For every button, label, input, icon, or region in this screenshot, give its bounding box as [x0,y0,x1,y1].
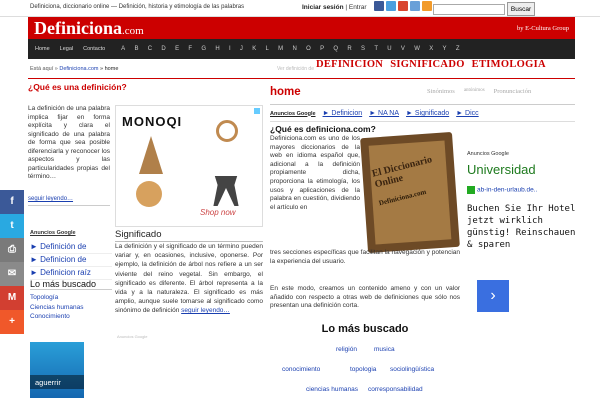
right-ad-url[interactable] [467,186,537,194]
significado-text [115,242,263,316]
keyword-significado[interactable]: SIGNIFICADO [390,59,465,70]
lamp-image [139,136,163,174]
facebook-icon: f [10,196,14,207]
enter-link[interactable]: Entrar [348,4,367,11]
nav-contacto[interactable]: Contacto [83,46,106,52]
book-site: Definiciona.com [378,187,428,208]
login-area [302,4,367,11]
site-tagline: Definiciona, diccionario online — Definición, historia y etimología de las palabras [30,4,245,10]
email-icon: ✉ [7,268,17,279]
search-input[interactable] [433,4,505,15]
divider [270,121,575,122]
definition-intro: La definición de una palabra implica fijar en forma explícita y clara el significado de una palabra de forma que sea posible diferenciarla y reconocer los aspectos y las particularidades propias del término… [28,105,110,180]
nav-letter-o[interactable]: O [306,46,311,52]
nav-letter-b[interactable]: B [134,46,139,52]
breadcrumb [30,66,118,72]
about-paragraph-3: En este modo, creamos un contenido ameno y con un valor añadido con respecto a otras web de definiciones que sólo nos presentan una definición corta. [270,285,460,310]
about-heading: ¿Qué es definiciona.com? [270,124,376,134]
most-searched-heading-left: Lo más buscado [30,279,112,290]
link-pronunciacion[interactable]: Pronunciación [493,88,532,95]
ad-link-definicion-raiz[interactable]: ► Definicion raíz [30,267,112,280]
read-more-link[interactable]: seguir leyendo… [28,196,74,202]
keyword-links [316,59,546,70]
keyword-definicion[interactable]: DEFINICION [316,59,384,70]
logo-suffix: .com [122,25,144,37]
ad-favicon-icon [467,186,475,194]
login-separator: | [343,4,349,11]
link-conocimiento[interactable]: Conocimiento [30,313,70,320]
topic-na-na[interactable]: ► NA NA [369,110,400,117]
share-email-button[interactable] [0,262,24,286]
right-ad-url-text: ab-in-den-urlaub.de.. [477,186,538,194]
right-ad-body: Buchen Sie Ihr Hotel jetzt wirklich günstig! Reinschauen & sparen [467,204,576,250]
nav-letter-n[interactable]: N [292,46,297,52]
ad-link-definicion-de[interactable]: ► Definición de [30,241,112,254]
topic-significado[interactable]: ► Significado [406,110,450,117]
divider [270,104,575,105]
nav-letter-k[interactable]: K [252,46,257,52]
shop-now-label: Shop now [200,208,236,217]
ad-brand: MONOQI [122,114,183,129]
keyword-etimologia[interactable]: ETIMOLOGIA [471,59,546,70]
thumbnail-caption: aguerrir [35,378,61,387]
google-ads-label: Anuncios Google [30,230,76,236]
share-gmail-button[interactable] [0,286,24,310]
nav-letter-m[interactable]: M [278,46,284,52]
most-searched-list-left [30,293,83,322]
adchoices-icon[interactable] [254,108,260,114]
most-searched-heading: Lo más buscado [321,323,409,335]
stool-image [212,176,240,206]
nav-letter-z[interactable]: Z [455,46,460,52]
tag-ciencias-humanas[interactable]: ciencias humanas [306,386,359,393]
page-title: home [270,86,301,98]
nav-letter-j[interactable]: J [239,46,243,52]
ad-label-small: Anuncios Google [117,334,148,339]
share-print-button[interactable] [0,238,24,262]
link-ciencias-humanas[interactable]: Ciencias humanas [30,303,84,311]
significado-heading: Significado [115,229,263,242]
google-plus-icon[interactable] [398,1,408,11]
share-more-button[interactable] [0,310,24,334]
twitter-icon[interactable] [386,1,396,11]
rss-icon[interactable] [422,1,432,11]
nav-letter-w[interactable]: W [414,46,420,52]
nav-letter-x[interactable]: X [429,46,434,52]
tag-musica[interactable]: musica [374,346,395,353]
ad-link-definicion-de-2[interactable]: ► Definicion de [30,254,112,267]
about-paragraph-2: tres secciones específicas que facilitan la navegación y potencian la experiencia del usuario. [270,249,460,265]
logo-text: Definiciona [34,18,122,38]
ver-definicion-label: Ver definición de [277,66,314,72]
tag-topologia[interactable]: topologia [350,366,377,373]
dictionary-book-image [360,132,460,253]
nav-letter-h[interactable]: H [215,46,220,52]
link-sinonimos[interactable]: Sinónimos [427,88,455,95]
tag-sociolinguistica[interactable]: sociolingüística [390,366,435,373]
nav-letter-f[interactable]: F [188,46,193,52]
top-bar [0,0,600,17]
book-title: El Diccionario Online [370,154,434,191]
nav-letter-u[interactable]: U [387,46,392,52]
share-twitter-button[interactable] [0,214,24,238]
rope-image [216,120,238,142]
right-ad-arrow-button[interactable]: › [477,280,509,312]
divider [28,78,575,79]
nav-letter-q[interactable]: Q [333,46,339,52]
twitter-icon: t [10,220,14,231]
nav-legal[interactable]: Legal [59,46,74,52]
nav-letter-l[interactable]: L [265,46,269,52]
main-nav [28,39,575,59]
right-ad-title[interactable]: Universidad [467,162,536,177]
significado-body: La definición y el significado de un término pueden variar y, en ocasiones, inclusive, oponerse. Por ejemplo, la definición de árbol nos refiere a un ser viviente del reino vegetal. Sin embargo, el significado es diferente. El árbol representa a la vida y a la naturaleza. El significado es más amplio, aunque suele tomarse al significado como sinónimo de definición [115,243,263,315]
word-thumbnail[interactable] [30,342,84,398]
nav-letter-e[interactable]: E [175,46,180,52]
login-link[interactable]: Iniciar sesión [302,4,344,11]
print-icon: ⎙ [8,244,16,255]
right-ad-label: Anuncios Google [467,151,509,157]
topic-ad-label: Anuncios Google [270,110,316,117]
left-ad-links [30,241,112,280]
divider [28,205,110,206]
link-topologia[interactable]: Topología [30,294,59,301]
nav-letter-v[interactable]: V [400,46,405,52]
share-facebook-button[interactable] [0,190,24,214]
breadcrumb-prefix: Está aquí » [30,66,58,72]
topic-definicion[interactable]: ► Definicion [322,110,363,117]
nav-letter-y[interactable]: Y [442,46,447,52]
significado-read-more[interactable]: seguir leyendo… [181,307,230,315]
topic-ad-bar [270,110,479,117]
facebook-icon[interactable] [374,1,384,11]
site-logo[interactable] [34,18,144,39]
tag-conocimiento[interactable]: conocimiento [282,366,321,373]
globe-image [136,181,162,207]
nav-home[interactable]: Home [35,46,50,52]
tag-corresponsabilidad[interactable]: corresponsabilidad [368,386,423,393]
nav-letter-r[interactable]: R [347,46,352,52]
link-antonimos[interactable]: antónimos [463,88,485,93]
monoqi-ad[interactable] [115,105,263,227]
gmail-icon: M [7,292,17,303]
nav-letter-t[interactable]: T [374,46,378,52]
social-icons [374,1,432,11]
plus-icon: + [9,316,15,327]
blogger-icon[interactable] [410,1,420,11]
group-label: by E-Cultura Group [517,25,569,32]
search-button[interactable]: Buscar [507,2,535,16]
breadcrumb-site-link[interactable]: Definiciona.com [59,66,99,72]
topic-dicc[interactable]: ► Dicc [456,110,479,117]
site-banner [28,17,575,39]
section-links [427,88,531,95]
nav-letter-i[interactable]: I [228,46,231,52]
nav-letter-d[interactable]: D [161,46,166,52]
nav-letter-s[interactable]: S [361,46,366,52]
tag-religion[interactable]: religión [336,346,357,353]
about-paragraph-1: Definiciona.com es uno de los mayores diccionarios de la web en idioma español que, adicional a la definición propiamente dicha, proporciona la etimología, los usos y aplicaciones de la palabra en cuestión, dividiendo el artículo en [270,135,360,211]
nav-letter-c[interactable]: C [147,46,153,52]
nav-letter-a[interactable]: A [121,46,126,52]
nav-letter-g[interactable]: G [201,46,207,52]
left-heading-wrap [28,82,263,92]
nav-letter-p[interactable]: P [320,46,325,52]
breadcrumb-current: » home [100,66,119,72]
definition-heading: ¿Qué es una definición? [28,82,127,92]
